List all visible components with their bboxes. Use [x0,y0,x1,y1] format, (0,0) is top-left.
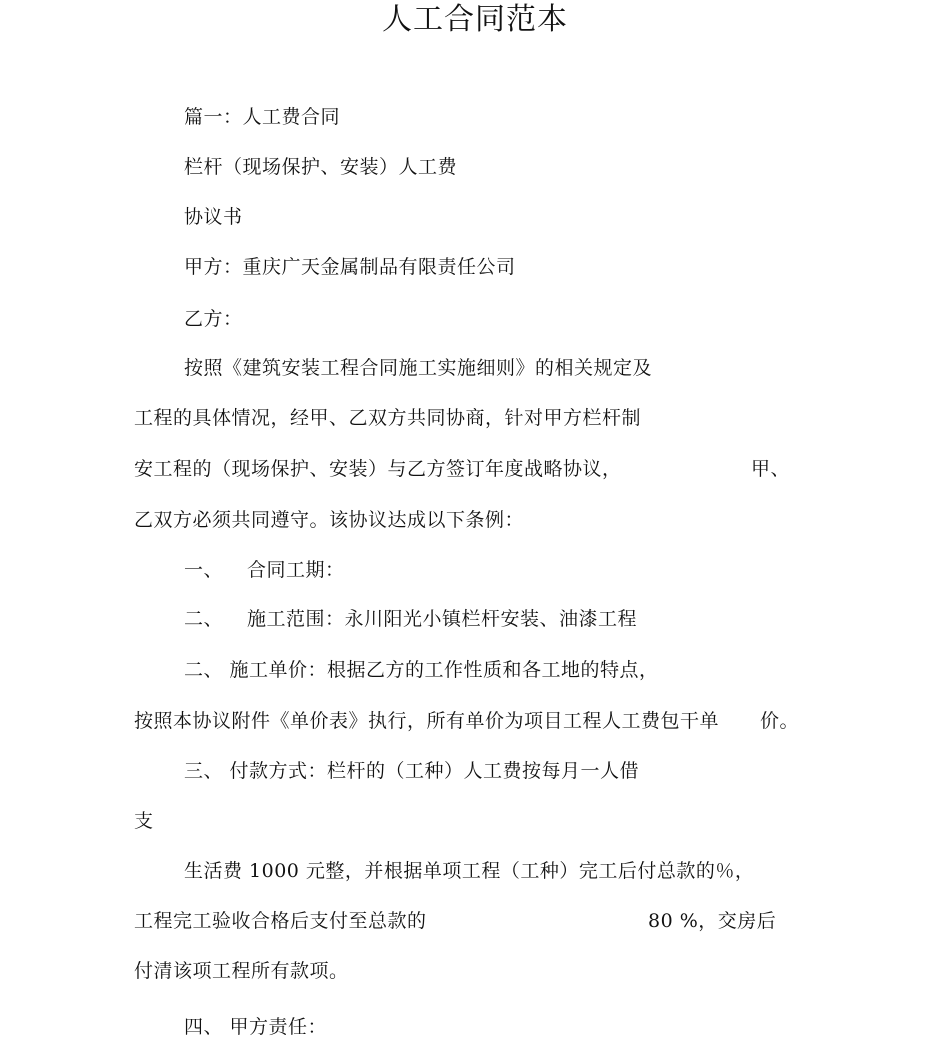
paragraph-line: 乙双方必须共同遵守。该协议达成以下条例： [134,509,525,531]
agreement-label: 协议书 [184,206,243,228]
paragraph-line: 按照《建筑安装工程合同施工实施细则》的相关规定及 [184,357,653,379]
clause-number: 一、 [184,559,224,581]
paragraph-line: 安工程的（现场保护、安装）与乙方签订年度战略协议， [134,458,622,480]
document-title: 人工合同范本 [382,2,568,37]
clause-text: 生活费 1000 元整，并根据单项工程（工种）完工后付总款的％， [184,860,755,882]
party-b: 乙方： [184,308,243,330]
clause-text: 施工范围：永川阳光小镇栏杆安装、油漆工程 [247,608,638,630]
section-heading: 篇一：人工费合同 [184,106,341,128]
clause-number: 二、 [184,608,224,630]
paragraph-line: 工程的具体情况，经甲、乙双方共同协商，针对甲方栏杆制 [134,407,642,429]
clause-text: 按照本协议附件《单价表》执行，所有单价为项目工程人工费包干单 [134,710,720,732]
party-a: 甲方：重庆广天金属制品有限责任公司 [184,256,516,278]
section-heading: 四、 甲方责任： [184,1016,328,1038]
clause-text-tail: 价。 [760,710,800,732]
clause-text-tail: 80 %，交房后 [648,910,777,932]
clause-text: 二、 施工单价：根据乙方的工作性质和各工地的特点， [184,659,659,681]
paragraph-line-tail: 甲、 [751,458,791,480]
clause-text: 付清该项工程所有款项。 [134,960,349,982]
clause-text: 支 [134,810,154,832]
clause-text: 合同工期： [247,559,345,581]
contract-subject: 栏杆（现场保护、安装）人工费 [184,156,458,178]
clause-text: 三、 付款方式：栏杆的（工种）人工费按每月一人借 [184,760,640,782]
clause-text: 工程完工验收合格后支付至总款的 [134,910,427,932]
